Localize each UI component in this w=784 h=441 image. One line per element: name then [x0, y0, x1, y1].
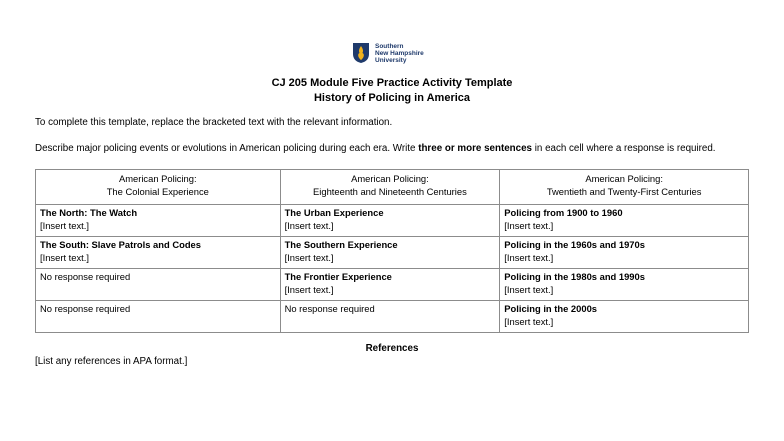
cell-title: The Urban Experience: [284, 207, 384, 218]
instruction-paragraph-2: [35, 143, 716, 155]
table-cell: [280, 301, 500, 333]
cell-title: The North: The Watch: [40, 207, 138, 218]
header-line: Eighteenth and Nineteenth Centuries: [313, 185, 467, 197]
table-cell[interactable]: [280, 205, 500, 237]
policing-history-table: [35, 169, 749, 333]
cell-body[interactable]: [Insert text.]: [504, 219, 554, 231]
header-line: The Colonial Experience: [106, 185, 209, 197]
table-cell[interactable]: [36, 205, 281, 237]
instruction-text: Describe major policing events or evolutions in American policing during each era. Write: [35, 143, 419, 154]
cell-body[interactable]: [Insert text.]: [40, 251, 89, 263]
document-subtitle: History of Policing in America: [313, 92, 471, 104]
university-logo: [352, 42, 424, 64]
table-cell[interactable]: [36, 237, 281, 269]
table-cell[interactable]: [500, 301, 749, 333]
header-line: American Policing:: [351, 173, 429, 184]
header-line: Twentieth and Twenty-First Centuries: [546, 185, 702, 197]
logo-line: Southern: [375, 42, 404, 50]
header-line: American Policing:: [118, 173, 197, 184]
table-cell[interactable]: [500, 237, 749, 269]
cell-body: No response required: [40, 271, 131, 282]
cell-body: No response required: [40, 303, 131, 314]
column-header-colonial: [36, 170, 281, 205]
shield-flame-icon: [352, 42, 370, 64]
table-cell: [36, 301, 281, 333]
table-row: [36, 269, 749, 301]
cell-title: Policing in the 1960s and 1970s: [504, 239, 645, 250]
cell-title: The South: Slave Patrols and Codes: [40, 239, 201, 250]
document-title: CJ 205 Module Five Practice Activity Template: [271, 77, 513, 89]
cell-body[interactable]: [Insert text.]: [504, 315, 554, 327]
table-cell[interactable]: [500, 269, 749, 301]
references-body[interactable]: [List any references in APA format.]: [35, 356, 188, 367]
column-header-18th-19th: [280, 170, 500, 205]
table-cell[interactable]: [280, 269, 500, 301]
table-cell[interactable]: [500, 205, 749, 237]
cell-body: No response required: [284, 303, 375, 314]
logo-wordmark: [375, 43, 424, 64]
cell-body[interactable]: [Insert text.]: [284, 219, 334, 231]
table-cell: [36, 269, 281, 301]
table-row: [36, 237, 749, 269]
cell-body[interactable]: [Insert text.]: [504, 251, 554, 263]
table-cell[interactable]: [280, 237, 500, 269]
table-header-row: [36, 170, 749, 205]
table-row: [36, 301, 749, 333]
cell-body[interactable]: [Insert text.]: [504, 283, 554, 295]
cell-title: Policing in the 1980s and 1990s: [504, 271, 645, 282]
column-header-20th-21st: [500, 170, 749, 205]
instruction-paragraph-1: To complete this template, replace the bracketed text with the relevant information.: [35, 117, 393, 128]
references-heading: References: [365, 343, 419, 354]
cell-body[interactable]: [Insert text.]: [284, 283, 334, 295]
logo-line: New Hampshire: [375, 49, 424, 57]
instruction-emphasis: three or more sentences: [418, 143, 532, 154]
header-line: American Policing:: [585, 173, 663, 184]
table-row: [36, 205, 749, 237]
cell-title: The Frontier Experience: [284, 271, 392, 282]
instruction-text: in each cell where a response is required.: [532, 143, 716, 154]
cell-title: Policing from 1900 to 1960: [504, 207, 623, 218]
document-title-block: [0, 76, 784, 106]
logo-line: University: [375, 56, 407, 64]
cell-body[interactable]: [Insert text.]: [40, 219, 89, 231]
cell-title: Policing in the 2000s: [504, 303, 598, 314]
cell-body[interactable]: [Insert text.]: [284, 251, 334, 263]
cell-title: The Southern Experience: [284, 239, 398, 250]
